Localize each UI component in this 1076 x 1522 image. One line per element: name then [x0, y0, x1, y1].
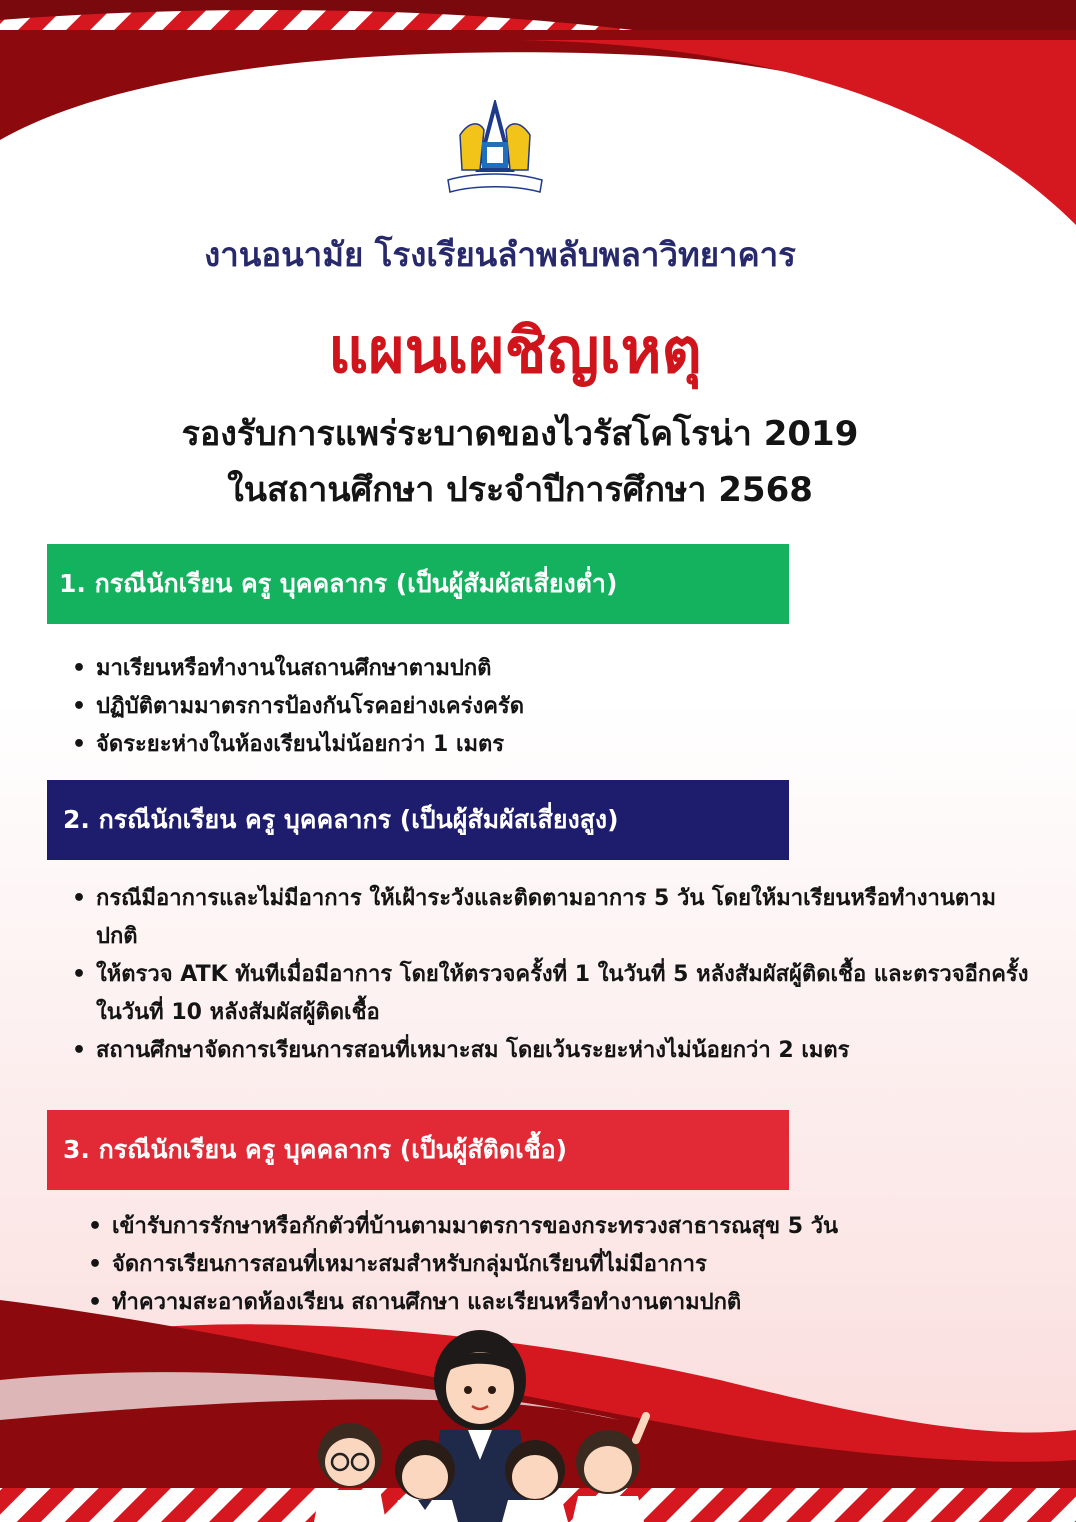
list-item: • เข้ารับการรักษาหรือกักตัวที่บ้านตามมาตรการของกระทรวงสาธารณสุข 5 วัน	[88, 1208, 1048, 1246]
list-item: • มาเรียนหรือทำงานในสถานศึกษาตามปกติ	[72, 650, 792, 688]
teacher-and-students-illustration	[290, 1320, 670, 1522]
school-logo	[440, 100, 550, 200]
section-1-list	[72, 650, 792, 764]
list-item: • จัดระยะห่างในห้องเรียนไม่น้อยกว่า 1 เมตร	[72, 726, 792, 764]
list-item: • สถานศึกษาจัดการเรียนการสอนที่เหมาะสม โดยเว้นระยะห่างไม่น้อยกว่า 2 เมตร	[72, 1032, 1032, 1070]
section-2-list	[72, 880, 1032, 1070]
section-2-heading: 2. กรณีนักเรียน ครู บุคคลากร (เป็นผู้สัมผัสเสี่ยงสูง)	[47, 780, 789, 860]
list-item: • ทำความสะอาดห้องเรียน สถานศึกษา และเรียนหรือทำงานตามปกติ	[88, 1284, 1048, 1322]
list-item: • ปฏิบัติตามมาตรการป้องกันโรคอย่างเคร่งครัด	[72, 688, 792, 726]
subtitle-line-2: ในสถานศึกษา ประจำปีการศึกษา 2568	[227, 470, 813, 510]
page-title: แผนเผชิญเหตุ	[328, 314, 702, 387]
section-3-list	[88, 1208, 1048, 1322]
list-item: • กรณีมีอาการและไม่มีอาการ ให้เฝ้าระวังและติดตามอาการ 5 วัน โดยให้มาเรียนหรือทำงานตามปกติ	[72, 880, 1032, 956]
school-name: งานอนามัย โรงเรียนลำพลับพลาวิทยาคาร	[204, 235, 796, 274]
list-item: • จัดการเรียนการสอนที่เหมาะสมสำหรับกลุ่มนักเรียนที่ไม่มีอาการ	[88, 1246, 1048, 1284]
list-item: • ให้ตรวจ ATK ทันทีเมื่อมีอาการ โดยให้ตรวจครั้งที่ 1 ในวันที่ 5 หลังสัมผัสผู้ติดเชื้อ และตรวจอีกครั้งในวันที่ 10 หลังสัมผัสผู้ติดเชื้อ	[72, 956, 1032, 1032]
section-1-heading: 1. กรณีนักเรียน ครู บุคคลากร (เป็นผู้สัมผัสเสี่ยงต่ำ)	[47, 544, 789, 624]
section-3-heading: 3. กรณีนักเรียน ครู บุคคลากร (เป็นผู้สัติดเชื้อ)	[47, 1110, 789, 1190]
subtitle-line-1: รองรับการแพร่ระบาดของไวรัสโคโรน่า 2019	[181, 414, 859, 454]
